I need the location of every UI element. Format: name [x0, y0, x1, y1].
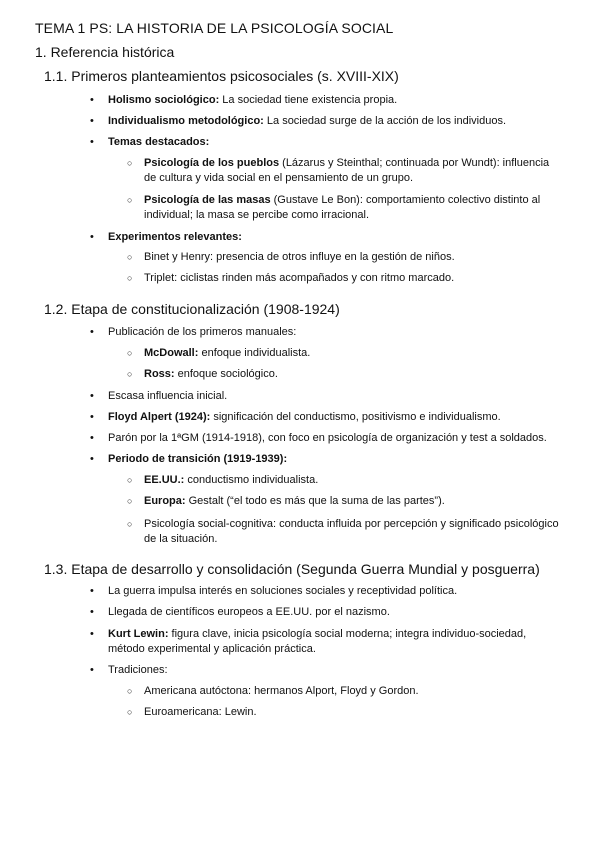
term: Europa:	[144, 495, 186, 507]
term: EE.UU.:	[144, 474, 185, 486]
term: Temas destacados:	[108, 136, 210, 148]
definition: figura clave, inicia psicología social moderna; integra individuo-sociedad, método experimental y aplicación práctica.	[108, 628, 527, 655]
section-heading-1: 1. Referencia histórica	[35, 44, 175, 60]
subsection-heading-1-1: 1.1. Primeros planteamientos psicosociales (s. XVIII-XIX)	[44, 68, 399, 84]
list-item-binet: ○ Binet y Henry: presencia de otros influye en la gestión de niños.	[144, 250, 564, 265]
list-item-paron: • Parón por la 1ªGM (1914-1918), con foco en psicología de organización y test a soldados.	[108, 431, 563, 446]
term: Kurt Lewin:	[108, 628, 169, 640]
list-item-ross	[144, 367, 564, 382]
list-item-eeuu	[144, 473, 564, 488]
term: Periodo de transición (1919-1939):	[108, 453, 288, 465]
list-item-masas	[144, 193, 564, 223]
term: Ross:	[144, 368, 175, 380]
list-item-experimentos	[108, 230, 563, 245]
list-item-europa	[144, 494, 564, 509]
list-item-temas	[108, 135, 563, 150]
list-item-pueblos	[144, 156, 564, 186]
term: Individualismo metodológico:	[108, 115, 264, 127]
definition: enfoque sociológico.	[174, 368, 278, 380]
term: Holismo sociológico:	[108, 94, 220, 106]
term: Psicología de los pueblos	[144, 157, 280, 169]
list-item-periodo	[108, 452, 563, 467]
definition: Gestalt (“el todo es más que la suma de las partes”).	[185, 495, 445, 507]
list-item-escasa: • Escasa influencia inicial.	[108, 389, 563, 404]
term: Floyd Alpert (1924):	[108, 411, 211, 423]
list-item-holismo	[108, 93, 563, 108]
subsection-heading-1-3: 1.3. Etapa de desarrollo y consolidación (Segunda Guerra Mundial y posguerra)	[44, 561, 540, 577]
list-item-lewin	[108, 627, 563, 657]
list-item-triplet: ○ Triplet: ciclistas rinden más acompañados y con ritmo marcado.	[144, 271, 564, 286]
term: Experimentos relevantes:	[108, 231, 242, 243]
list-item-guerra: • La guerra impulsa interés en soluciones sociales y receptividad política.	[108, 584, 563, 599]
term: Psicología de las masas	[144, 194, 271, 206]
list-item-individualismo	[108, 114, 563, 129]
list-item-euroamericana: ○ Euroamericana: Lewin.	[144, 705, 564, 720]
definition: (Lázarus y Steinthal; continuada por Wundt): influencia de cultura y vida social en el pensamiento de un grupo.	[144, 157, 550, 184]
list-item-llegada: • Llegada de científicos europeos a EE.UU. por el nazismo.	[108, 605, 563, 620]
definition: conductismo individualista.	[184, 474, 319, 486]
list-item-cognitiva: ○ Psicología social-cognitiva: conducta influida por percepción y significado psicológico de la situación.	[144, 517, 564, 547]
definition: significación del conductismo, positivismo e individualismo.	[210, 411, 501, 423]
definition: (Gustave Le Bon): comportamiento colectivo distinto al individual; la masa se percibe como irracional.	[144, 194, 541, 221]
list-item-tradiciones: • Tradiciones:	[108, 663, 563, 678]
term: McDowall:	[144, 347, 199, 359]
list-item-floyd	[108, 410, 563, 425]
list-item-mcdowall	[144, 346, 564, 361]
definition: La sociedad tiene existencia propia.	[219, 94, 398, 106]
subsection-heading-1-2: 1.2. Etapa de constitucionalización (1908-1924)	[44, 301, 340, 317]
list-item-manuales: • Publicación de los primeros manuales:	[108, 325, 563, 340]
document-title: TEMA 1 PS: LA HISTORIA DE LA PSICOLOGÍA SOCIAL	[35, 20, 394, 36]
list-item-americana: ○ Americana autóctona: hermanos Alport, Floyd y Gordon.	[144, 684, 564, 699]
definition: La sociedad surge de la acción de los individuos.	[263, 115, 506, 127]
definition: enfoque individualista.	[198, 347, 311, 359]
